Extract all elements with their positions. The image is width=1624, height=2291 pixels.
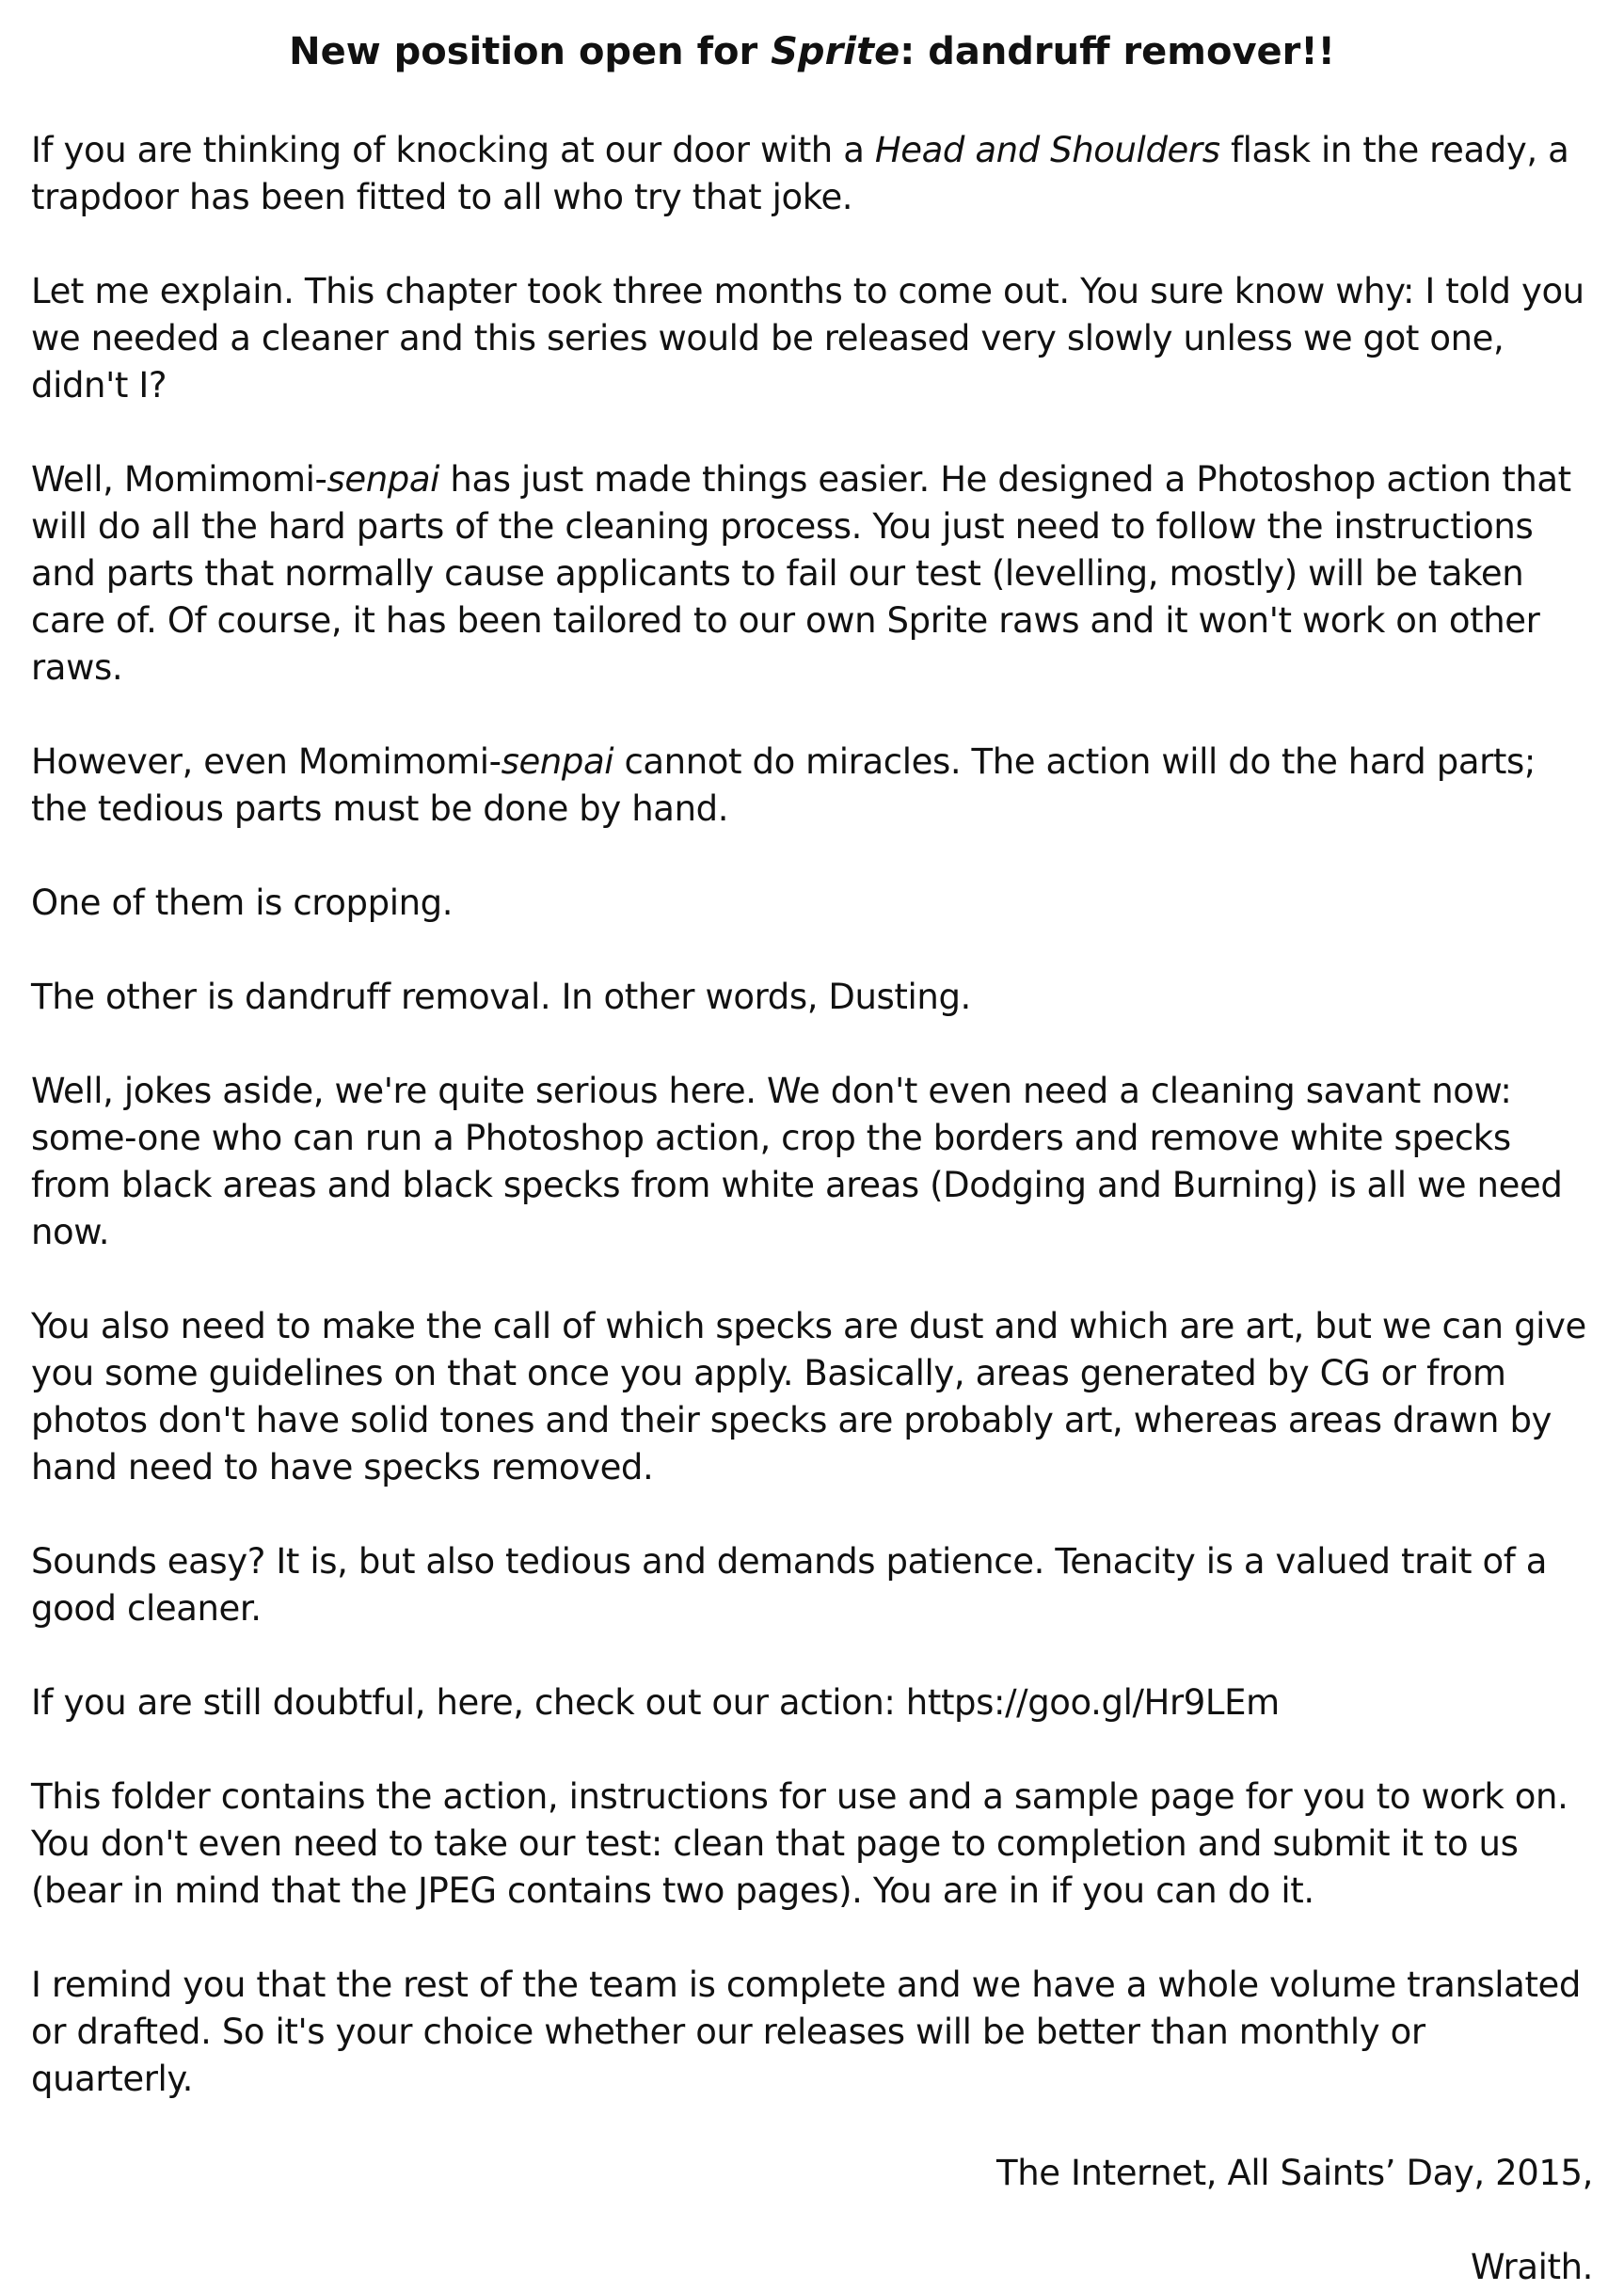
paragraph-3-italic: senpai [326, 459, 440, 500]
paragraph-3-pre: Well, Momimomi- [31, 459, 327, 500]
paragraph-1 [31, 127, 1593, 221]
title-italic: Sprite [771, 30, 900, 73]
signature-name: Wraith. [1470, 2247, 1593, 2287]
page-title [31, 28, 1593, 75]
action-link[interactable]: https://goo.gl/Hr9LEm [905, 1682, 1280, 1723]
paragraph-4 [31, 739, 1593, 833]
paragraph-11: This folder contains the action, instructions for use and a sample page for you to work on. You don't even need to take our test: clean that page to completion and submit it to us (bear in mind that the JPEG contains two pages). You are in if you can do it. [31, 1776, 1568, 1911]
paragraph-4-italic: senpai [501, 741, 614, 782]
paragraph-5: One of them is cropping. [31, 883, 454, 923]
paragraph-9: Sounds easy? It is, but also tedious and demands patience. Tenacity is a valued trait of a good cleaner. [31, 1541, 1548, 1629]
paragraph-8: You also need to make the call of which specks are dust and which are art, but we can give you some guidelines on that once you apply. Basically, areas generated by CG or from photos don't have solid tones and their specks are probably art, whereas areas drawn by hand need to have specks removed. [31, 1306, 1586, 1488]
signature-place-date: The Internet, All Saints’ Day, 2015, [996, 2153, 1593, 2193]
paragraph-12: I remind you that the rest of the team is complete and we have a whole volume translated or drafted. So it's your choice whether our releases will be better than monthly or quarterly. [31, 1965, 1581, 2099]
paragraph-2: Let me explain. This chapter took three months to come out. You sure know why: I told you we needed a cleaner and this series would be released very slowly unless we got one, didn't I? [31, 271, 1584, 406]
paragraph-3 [31, 456, 1593, 692]
letter-page [31, 0, 1593, 2291]
paragraph-4-post: cannot do miracles. The action will do the hard parts; the tedious parts must be done by hand. [31, 741, 1536, 829]
paragraph-10-pre: If you are still doubtful, here, check out our action: [31, 1682, 906, 1723]
paragraph-1-italic: Head and Shoulders [874, 130, 1220, 170]
paragraph-6: The other is dandruff removal. In other words, Dusting. [31, 977, 971, 1017]
paragraph-4-pre: However, even Momimomi- [31, 741, 502, 782]
paragraph-10 [31, 1679, 1593, 1726]
paragraph-3-post: has just made things easier. He designed a Photoshop action that will do all the hard parts of the cleaning process. You just need to follow the instructions and parts that normally cause applicants to fail our test (levelling, mostly) will be taken care of. Of course, it has been tailored to our own Sprite raws and it won't work on other raws. [31, 459, 1571, 688]
paragraph-1-pre: If you are thinking of knocking at our door with a [31, 130, 875, 170]
title-pre: New position open for [289, 30, 772, 73]
paragraph-1-post: flask in the ready, a trapdoor has been fitted to all who try that joke. [31, 130, 1569, 217]
title-post: : dandruff remover!! [900, 30, 1335, 73]
paragraph-7: Well, jokes aside, we're quite serious here. We don't even need a cleaning savant now: some-one who can run a Photoshop action, crop the borders and remove white specks from black areas and black specks from white areas (Dodging and Burning) is all we need now. [31, 1071, 1563, 1252]
